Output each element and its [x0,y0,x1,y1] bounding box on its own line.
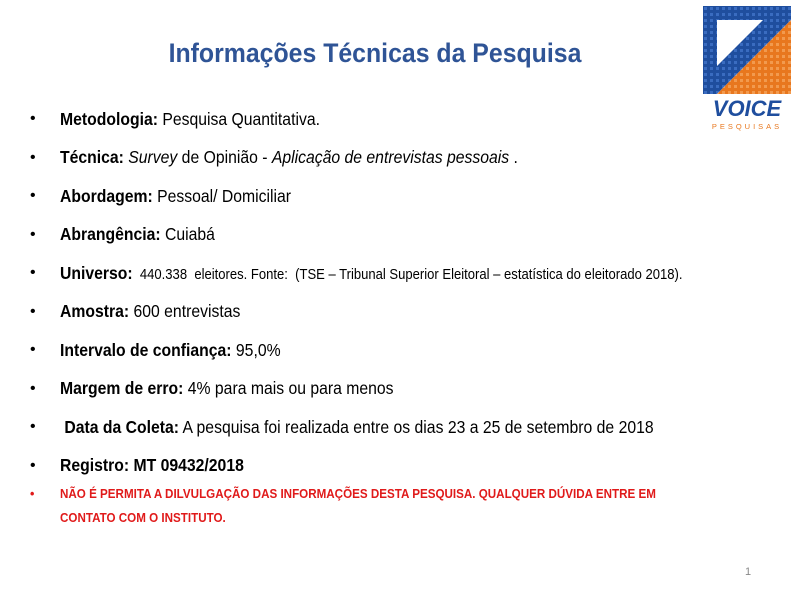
intervalo-value: 95,0% [231,339,281,360]
list-item-intervalo [30,331,790,370]
warning-text: NÃO É PERMITA A DILVULGAÇÃO DAS INFORMAÇÕES DESTA PESQUISA. QUALQUER DÚVIDA ENTRE EM CONTATO COM O INSTITUTO. [60,487,656,525]
abordagem-label: Abordagem: [60,185,153,206]
bullet: • [30,418,36,436]
universo-value: 440.338 eleitores. Fonte: (TSE – Tribunal Superior Eleitoral – estatística do eleitorado 2018). [132,266,683,283]
metodologia-label: Metodologia: [60,108,158,129]
margem-label: Margem de erro: [60,378,184,399]
list-item-abrangencia [30,216,790,255]
amostra-label: Amostra: [60,301,130,322]
slide-title: Informações Técnicas da Pesquisa [168,38,582,68]
list-item-registro [30,447,790,486]
data-coleta-value: A pesquisa foi realizada entre os dias 23 a 25 de setembro de 2018 [179,416,654,437]
bullet: • [30,302,36,320]
abrangencia-label: Abrangência: [60,224,161,245]
disclosure-warning [30,482,730,530]
bullet: • [30,110,36,128]
bullet: • [30,379,36,397]
logo-tagline-text: PESQUISAS [711,122,783,131]
tecnica-mid: de Opinião - [177,147,272,168]
universo-label: Universo: [60,262,133,283]
list-item-amostra [30,293,790,332]
technical-info-list [30,100,790,485]
list-item-metodologia [30,100,790,139]
abordagem-value: Pessoal/ Domiciliar [152,185,292,206]
bullet: • [30,148,36,166]
list-item-data-coleta [30,408,790,447]
tecnica-label: Técnica: [60,147,124,168]
intervalo-label: Intervalo de confiança: [60,339,232,360]
data-coleta-label: Data da Coleta: [60,416,180,437]
registro-label: Registro: MT 09432/2018 [60,455,244,476]
bullet: • [30,456,36,474]
amostra-value: 600 entrevistas [129,301,241,322]
bullet: • [30,187,36,205]
page-number: 1 [745,566,752,578]
warning-bullet: • [30,487,35,501]
tecnica-italic: Aplicação de entrevistas pessoais [271,147,510,168]
bullet: • [30,341,36,359]
list-item-abordagem [30,177,790,216]
logo-brand-text: VOICE [712,96,782,121]
list-item-margem [30,370,790,409]
bullet: • [30,264,36,282]
margem-value: 4% para mais ou para menos [183,378,394,399]
bullet: • [30,225,36,243]
metodologia-value: Pesquisa Quantitativa. [157,108,320,129]
list-item-tecnica [30,139,790,178]
abrangencia-value: Cuiabá [160,224,215,245]
tecnica-end: . [509,147,518,168]
tecnica-survey: Survey [128,147,178,168]
list-item-universo [30,254,790,293]
